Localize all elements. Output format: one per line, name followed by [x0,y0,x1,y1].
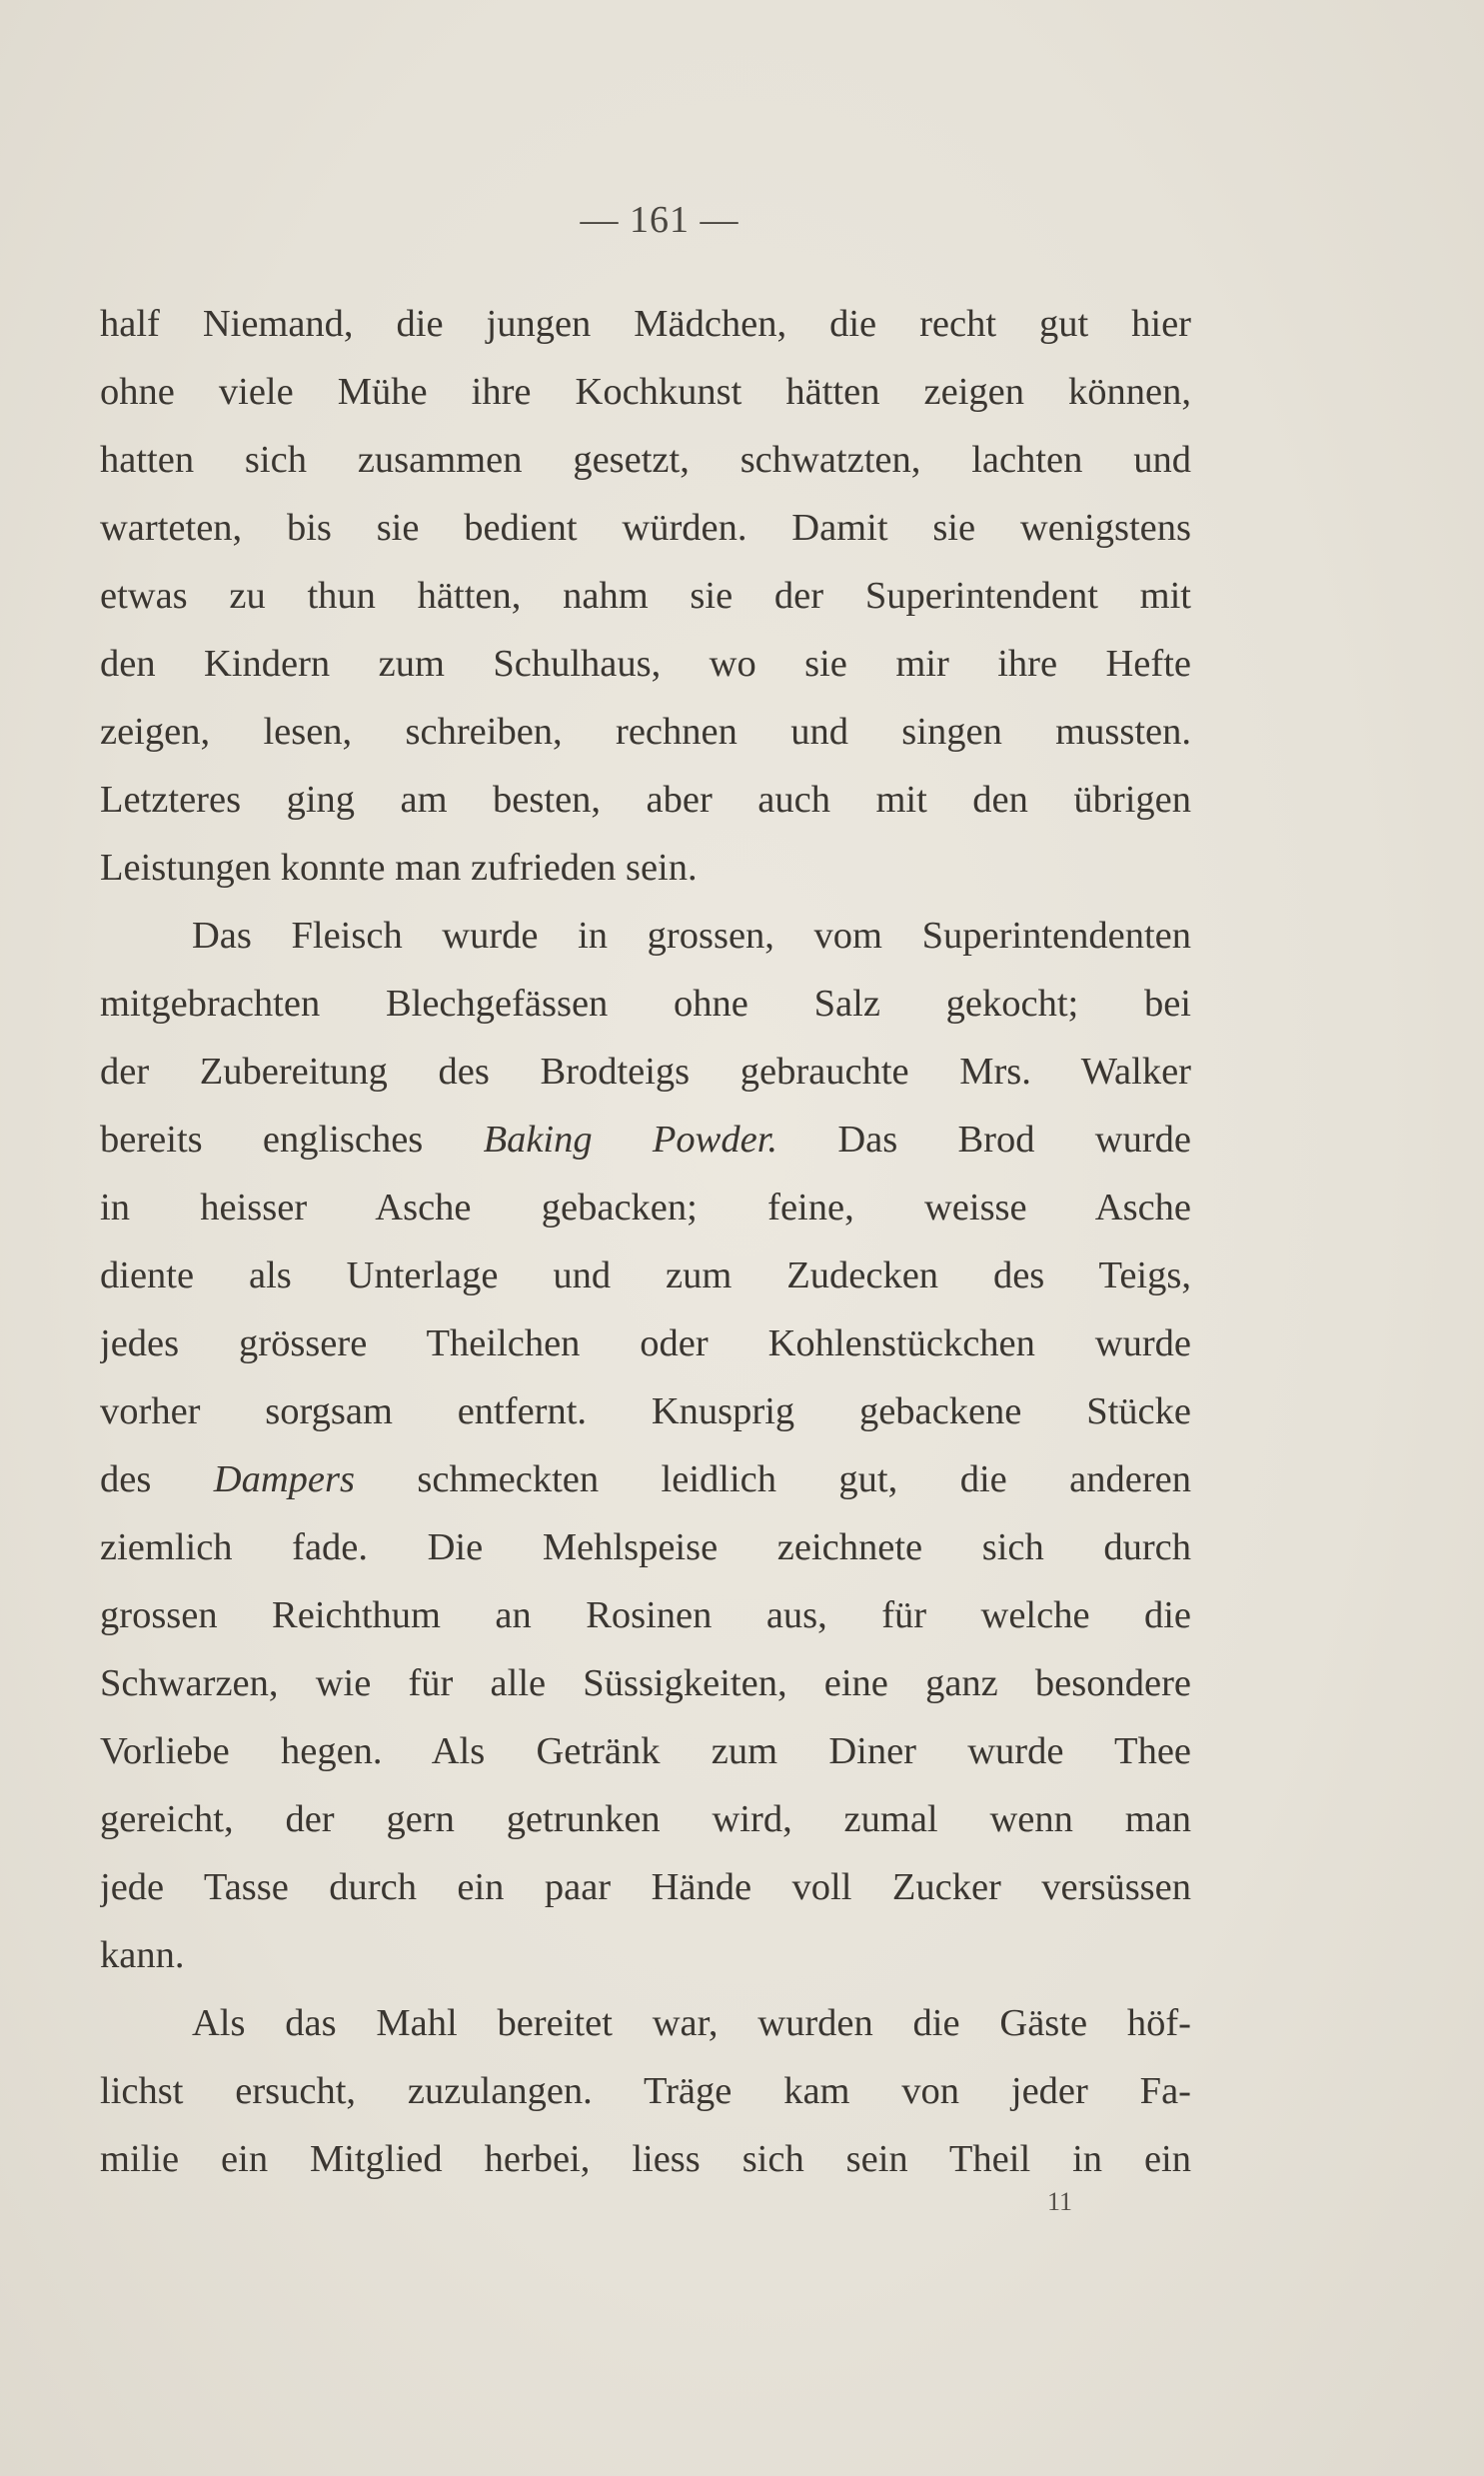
text-line: den Kindern zum Schulhaus, wo sie mir ihre Hefte [100,643,1191,685]
page-number: — 161 — [580,199,740,241]
text-line: gereicht, der gern getrunken wird, zumal wenn man [100,1798,1191,1840]
text-line: Schwarzen, wie für alle Süssigkeiten, eine ganz besondere [100,1662,1191,1704]
text-segment: des [100,1458,214,1500]
text-line: Das Fleisch wurde in grossen, vom Superintendenten [192,915,1191,957]
signature-mark: 11 [1047,2187,1073,2216]
text-line: hatten sich zusammen gesetzt, schwatzten, lachten und [100,439,1191,481]
italic-term: Dampers [213,1458,355,1500]
text-line: jedes grössere Theilchen oder Kohlenstückchen wurde [100,1322,1191,1364]
text-line: kann. [100,1934,185,1976]
text-line: diente als Unterlage und zum Zudecken des Teigs, [100,1254,1191,1296]
text-line: vorher sorgsam entfernt. Knusprig gebackene Stücke [100,1390,1191,1432]
text-line: Letzteres ging am besten, aber auch mit den übrigen [100,779,1191,821]
text-line [100,1445,1191,1513]
text-segment: Das Brod wurde [777,1119,1191,1161]
text-line: zeigen, lesen, schreiben, rechnen und singen mussten. [100,711,1191,753]
text-line: grossen Reichthum an Rosinen aus, für welche die [100,1594,1191,1636]
text-line: in heisser Asche gebacken; feine, weisse Asche [100,1187,1191,1229]
text-line: half Niemand, die jungen Mädchen, die recht gut hier [100,303,1191,345]
text-line: lichst ersucht, zuzulangen. Träge kam von jeder Fa- [100,2070,1191,2112]
text-line: etwas zu thun hätten, nahm sie der Superintendent mit [100,575,1191,617]
text-line: Vorliebe hegen. Als Getränk zum Diner wurde Thee [100,1730,1191,1772]
text-line: Leistungen konnte man zufrieden sein. [100,847,698,889]
text-segment: schmeckten leidlich gut, die anderen [354,1458,1191,1500]
text-line: milie ein Mitglied herbei, liess sich sein Theil in ein [100,2138,1191,2180]
text-line [100,1106,1191,1174]
body-text [100,290,1191,2193]
italic-term: Baking Powder. [483,1119,778,1161]
text-line: Als das Mahl bereitet war, wurden die Gäste höf- [192,2002,1191,2044]
text-segment: bereits englisches [100,1119,484,1161]
text-line: warteten, bis sie bedient würden. Damit sie wenigstens [100,507,1191,549]
text-line: jede Tasse durch ein paar Hände voll Zucker versüssen [100,1866,1191,1908]
text-line: ziemlich fade. Die Mehlspeise zeichnete sich durch [100,1526,1191,1568]
text-line: ohne viele Mühe ihre Kochkunst hätten zeigen können, [100,371,1191,413]
text-line: mitgebrachten Blechgefässen ohne Salz gekocht; bei [100,983,1191,1025]
text-line: der Zubereitung des Brodteigs gebrauchte Mrs. Walker [100,1051,1191,1093]
